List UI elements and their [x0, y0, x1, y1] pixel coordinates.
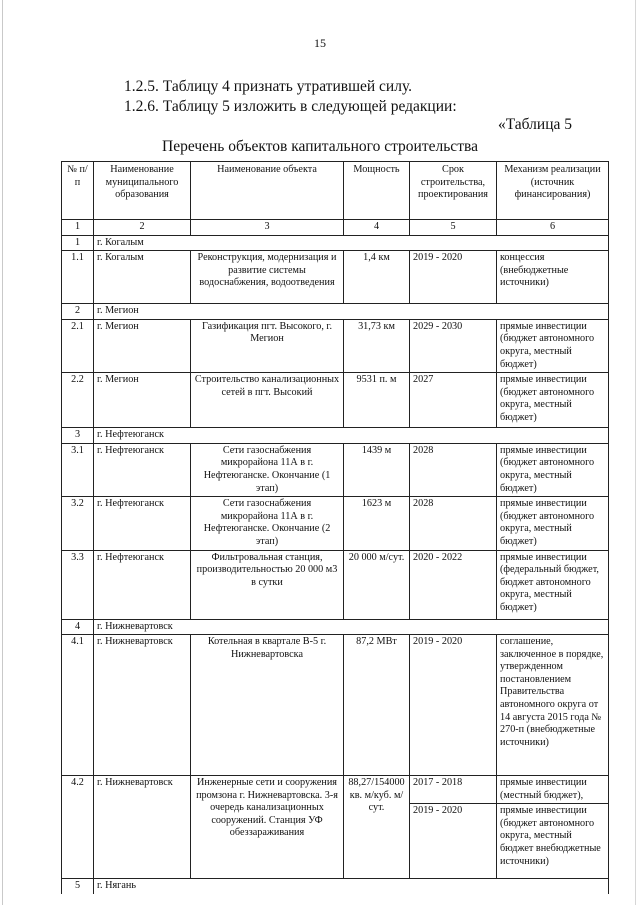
group-name: г. Когалым [94, 235, 609, 251]
group-row [62, 235, 609, 251]
object-cell: Газификация пгт. Высокого, г. Мегион [191, 319, 344, 372]
group-row [62, 304, 609, 320]
object-cell: Сети газоснабжения микрорайона 11А в г. Нефтеюганске. Окончание (2 этап) [191, 497, 344, 550]
object-cell: Сети газоснабжения микрорайона 11А в г. Нефтеюганске. Окончание (1 этап) [191, 443, 344, 496]
table-row [62, 443, 609, 496]
municipality-cell: г. Нефтеюганск [94, 550, 191, 619]
capacity-cell: 20 000 м/сут. [344, 550, 410, 619]
mechanism-cell: прямые инвестиции (бюджет автономного округа, местный бюджет внебюджетные источники) [497, 804, 609, 879]
period-cell: 2029 - 2030 [410, 319, 497, 372]
municipality-cell: г. Мегион [94, 319, 191, 372]
municipality-cell: г. Нижневартовск [94, 776, 191, 879]
period-cell: 2027 [410, 373, 497, 428]
period-cell: 2019 - 2020 [410, 804, 497, 879]
row-number: 5 [62, 879, 94, 894]
group-row [62, 619, 609, 635]
municipality-cell: г. Нефтеюганск [94, 497, 191, 550]
column-number: 2 [94, 220, 191, 236]
column-number: 6 [497, 220, 609, 236]
object-cell: Строительство канализационных сетей в пгт. Высокий [191, 373, 344, 428]
header-municipality: Наименование муниципального образования [94, 162, 191, 220]
capacity-cell: 1623 м [344, 497, 410, 550]
table-row [62, 776, 609, 804]
header-capacity: Мощность [344, 162, 410, 220]
group-name: г. Нижневартовск [94, 619, 609, 635]
row-number: 1 [62, 235, 94, 251]
row-number: 2 [62, 304, 94, 320]
mechanism-cell: концессия (внебюджетные источники) [497, 251, 609, 304]
header-period: Срок строительства, проектирования [410, 162, 497, 220]
column-number-row [62, 220, 609, 236]
group-name: г. Нефтеюганск [94, 428, 609, 444]
object-cell: Реконструкция, модернизация и развитие системы водоснабжения, водоотведения [191, 251, 344, 304]
object-cell: Котельная в квартале В-5 г. Нижневартовска [191, 635, 344, 776]
header-row [62, 162, 609, 220]
period-cell: 2019 - 2020 [410, 635, 497, 776]
scan-edge-left [2, 0, 3, 905]
row-number: 2.2 [62, 373, 94, 428]
group-row [62, 428, 609, 444]
capital-construction-table [61, 161, 609, 894]
table-row [62, 319, 609, 372]
municipality-cell: г. Мегион [94, 373, 191, 428]
capacity-cell: 1439 м [344, 443, 410, 496]
row-number: 3.2 [62, 497, 94, 550]
table-row [62, 497, 609, 550]
column-number: 1 [62, 220, 94, 236]
paragraph-1-2-6: 1.2.6. Таблицу 5 изложить в следующей редакции: [124, 98, 457, 115]
scan-edge-right [635, 0, 636, 905]
header-object: Наименование объекта [191, 162, 344, 220]
header-number: № п/п [62, 162, 94, 220]
row-number: 1.1 [62, 251, 94, 304]
period-cell: 2020 - 2022 [410, 550, 497, 619]
capacity-cell: 31,73 км [344, 319, 410, 372]
mechanism-cell: прямые инвестиции (бюджет автономного округа, местный бюджет) [497, 373, 609, 428]
mechanism-cell: прямые инвестиции (федеральный бюджет, бюджет автономного округа, местный бюджет) [497, 550, 609, 619]
period-cell: 2019 - 2020 [410, 251, 497, 304]
mechanism-cell: прямые инвестиции (бюджет автономного округа, местный бюджет) [497, 443, 609, 496]
period-cell: 2028 [410, 443, 497, 496]
mechanism-cell: прямые инвестиции (бюджет автономного округа, местный бюджет) [497, 497, 609, 550]
municipality-cell: г. Нижневартовск [94, 635, 191, 776]
period-cell: 2028 [410, 497, 497, 550]
column-number: 5 [410, 220, 497, 236]
row-number: 4 [62, 619, 94, 635]
paragraph-1-2-5: 1.2.5. Таблицу 4 признать утратившей силу. [124, 78, 413, 95]
capacity-cell: 9531 п. м [344, 373, 410, 428]
row-number: 4.2 [62, 776, 94, 879]
column-number: 4 [344, 220, 410, 236]
column-number: 3 [191, 220, 344, 236]
object-cell: Фильтровальная станция, производительностью 20 000 м3 в сутки [191, 550, 344, 619]
page-number: 15 [314, 36, 326, 50]
header-mechanism: Механизм реализации (источник финансирования) [497, 162, 609, 220]
municipality-cell: г. Когалым [94, 251, 191, 304]
capacity-cell: 87,2 МВт [344, 635, 410, 776]
table-row [62, 635, 609, 776]
table-body [62, 162, 609, 894]
table-row [62, 251, 609, 304]
row-number: 4.1 [62, 635, 94, 776]
group-name: г. Нягань [94, 879, 609, 894]
document-title: Перечень объектов капитального строительства [162, 138, 478, 155]
mechanism-cell: соглашение, заключенное в порядке, утвержденном постановлением Правительства автономного округа от 14 августа 2015 года № 270-п (внебюджетные источники) [497, 635, 609, 776]
row-number: 3.1 [62, 443, 94, 496]
mechanism-cell: прямые инвестиции (местный бюджет), [497, 776, 609, 804]
group-row [62, 879, 609, 894]
row-number: 2.1 [62, 319, 94, 372]
period-cell: 2017 - 2018 [410, 776, 497, 804]
table-label: «Таблица 5 [497, 116, 572, 133]
municipality-cell: г. Нефтеюганск [94, 443, 191, 496]
object-cell: Инженерные сети и сооружения промзона г. Нижневартовска. 3-я очередь канализационных сооружений. Станция УФ обеззараживания [191, 776, 344, 879]
capacity-cell: 1,4 км [344, 251, 410, 304]
mechanism-cell: прямые инвестиции (бюджет автономного округа, местный бюджет) [497, 319, 609, 372]
row-number: 3 [62, 428, 94, 444]
group-name: г. Мегион [94, 304, 609, 320]
table-row [62, 373, 609, 428]
capacity-cell: 88,27/154000 кв. м/куб. м/сут. [344, 776, 410, 879]
row-number: 3.3 [62, 550, 94, 619]
table-row [62, 550, 609, 619]
